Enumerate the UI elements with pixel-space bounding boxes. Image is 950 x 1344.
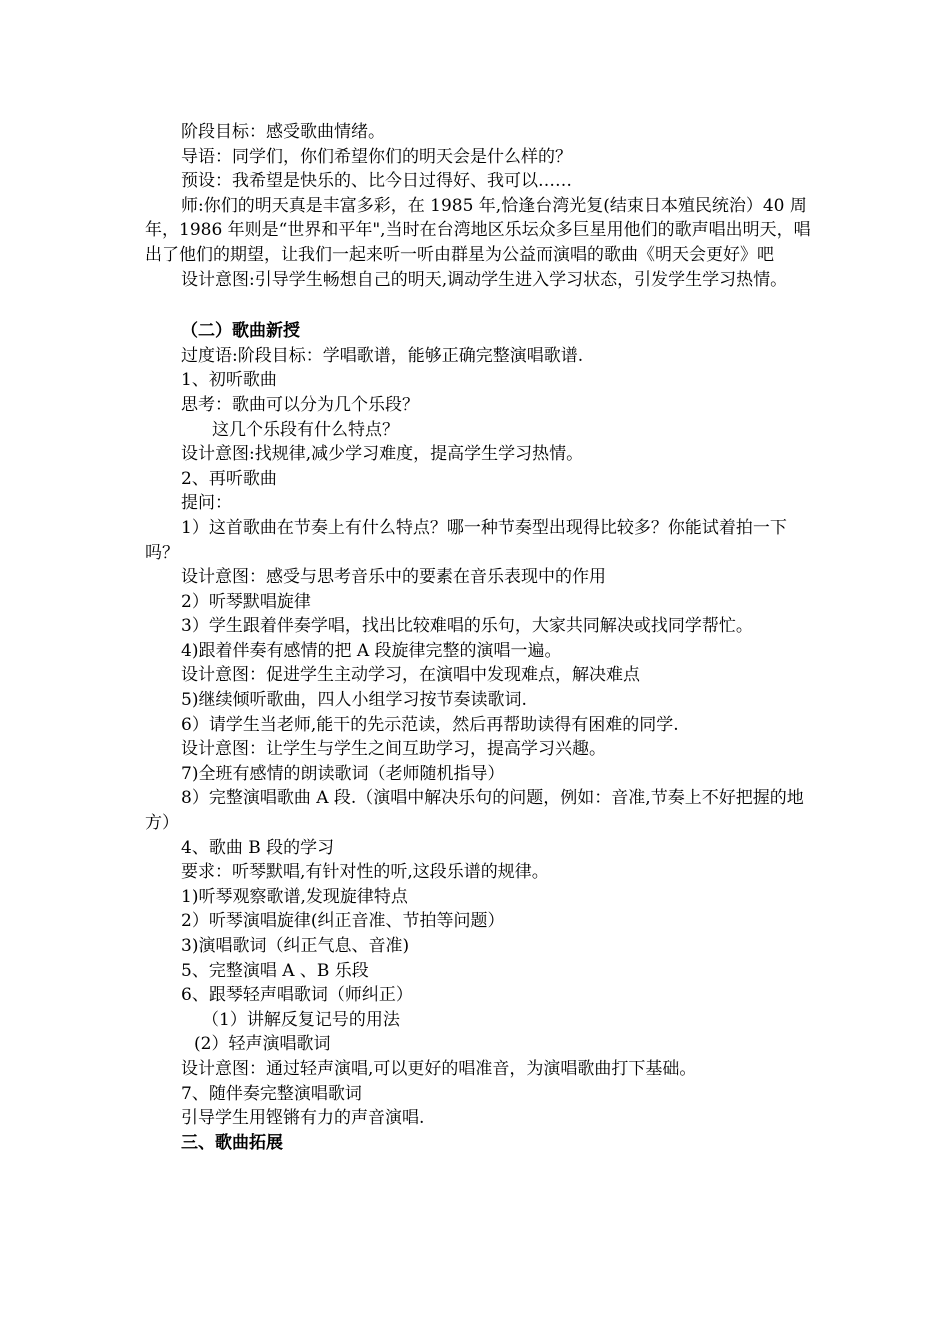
list-item: 7)全班有感情的朗读歌词（老师随机指导） xyxy=(181,763,505,784)
list-item: 4)跟着伴奏有感情的把 A 段旋律完整的演唱一遍。 xyxy=(181,640,562,661)
list-item: 1、初听歌曲 xyxy=(181,370,277,391)
spacer xyxy=(145,292,817,319)
list-item: 6）请学生当老师,能干的先示范读，然后再帮助读得有困难的同学. xyxy=(181,714,679,735)
document-page xyxy=(145,120,817,1155)
list-item: 4、歌曲 B 段的学习 xyxy=(181,837,335,858)
guidance-line: 引导学生用铿锵有力的声音演唱. xyxy=(181,1108,425,1129)
preset-line: 预设：我希望是快乐的、比今日过得好、我可以…… xyxy=(181,171,572,192)
list-item: 1）这首歌曲在节奏上有什么特点？哪一种节奏型出现得比较多？你能试着拍一下吗？ xyxy=(145,517,787,563)
list-item: 2）听琴演唱旋律(纠正音准、节拍等问题） xyxy=(181,911,505,932)
design-intent: 设计意图:引导学生畅想自己的明天,调动学生进入学习状态，引发学生学习热情。 xyxy=(181,269,788,290)
list-item: 6、跟琴轻声唱歌词（师纠正） xyxy=(181,985,413,1006)
list-item: 2）听琴默唱旋律 xyxy=(181,591,311,612)
list-item: 1)听琴观察歌谱,发现旋律特点 xyxy=(181,886,408,907)
question-label: 提问： xyxy=(181,493,232,514)
design-intent: 设计意图：通过轻声演唱,可以更好的唱准音，为演唱歌曲打下基础。 xyxy=(181,1058,697,1079)
list-item: 3）学生跟着伴奏学唱，找出比较难唱的乐句，大家共同解决或找同学帮忙。 xyxy=(181,616,753,637)
think-subline: 这几个乐段有什么特点？ xyxy=(212,419,399,440)
teacher-paragraph: 师:你们的明天真是丰富多彩，在 1985 年,恰逢台湾光复(结束日本殖民统治）40 周年，1986 年则是“世界和平年",当时在台湾地区乐坛众多巨星用他们的歌声唱出明天，唱出了他们的期望，让我们一起来听一听由群星为公益而演唱的歌曲《明天会更好》吧 xyxy=(145,195,811,265)
transition-line: 过度语:阶段目标：学唱歌谱，能够正确完整演唱歌谱. xyxy=(181,345,584,366)
list-item: 2、再听歌曲 xyxy=(181,468,277,489)
section-heading: 三、歌曲拓展 xyxy=(181,1132,283,1153)
intro-line: 导语：同学们，你们希望你们的明天会是什么样的？ xyxy=(181,146,572,167)
list-item: 5)继续倾听歌曲，四人小组学习按节奏读歌词. xyxy=(181,690,527,711)
design-intent: 设计意图：感受与思考音乐中的要素在音乐表现中的作用 xyxy=(181,567,606,588)
think-line: 思考：歌曲可以分为几个乐段？ xyxy=(181,394,419,415)
list-item: 3)演唱歌词（纠正气息、音准) xyxy=(181,936,410,956)
design-intent: 设计意图：促进学生主动学习，在演唱中发现难点，解决难点 xyxy=(181,665,640,686)
requirement-line: 要求：听琴默唱,有针对性的听,这段乐谱的规律。 xyxy=(181,862,549,883)
sub-list-item: (2）轻声演唱歌词 xyxy=(194,1034,331,1055)
list-item: 8）完整演唱歌曲 A 段.（演唱中解决乐句的问题，例如：音准,节奏上不好把握的地方） xyxy=(145,788,804,834)
design-intent: 设计意图:找规律,减少学习难度，提高学生学习热情。 xyxy=(181,444,584,465)
design-intent: 设计意图：让学生与学生之间互助学习，提高学习兴趣。 xyxy=(181,739,606,760)
sub-list-item: （1）讲解反复记号的用法 xyxy=(202,1009,400,1030)
stage-goal: 阶段目标：感受歌曲情绪。 xyxy=(181,122,385,142)
section-heading: （二）歌曲新授 xyxy=(181,321,300,342)
list-item: 7、随伴奏完整演唱歌词 xyxy=(181,1083,362,1104)
list-item: 5、完整演唱 A 、B 乐段 xyxy=(181,960,369,981)
